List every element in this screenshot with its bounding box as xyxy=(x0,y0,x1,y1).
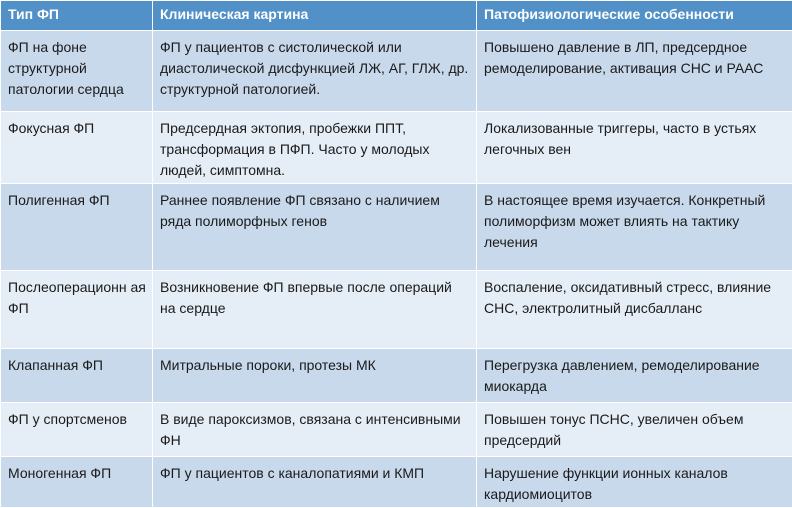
cell-pathophysiology: Локализованные триггеры, часто в устьях легочных вен xyxy=(477,112,792,184)
header-clinical-picture: Клиническая картина xyxy=(153,1,477,31)
cell-clinical-picture: ФП у пациентов с каналопатиями и КМП xyxy=(153,457,477,508)
cell-af-type: ФП на фоне структурной патологии сердца xyxy=(1,31,153,112)
cell-clinical-picture: ФП у пациентов с систолической или диастолической дисфункцией ЛЖ, АГ, ГЛЖ, др. структурной патологией. xyxy=(153,31,477,112)
cell-af-type: Фокусная ФП xyxy=(1,112,153,184)
cell-af-type: Моногенная ФП xyxy=(1,457,153,508)
cell-af-type: Полигенная ФП xyxy=(1,184,153,271)
cell-clinical-picture: Раннее появление ФП связано с наличием ряда полиморфных генов xyxy=(153,184,477,271)
table-row xyxy=(1,112,792,184)
table-row xyxy=(1,271,792,349)
table-row xyxy=(1,184,792,271)
table-row xyxy=(1,457,792,508)
header-pathophysiology: Патофизиологические особенности xyxy=(477,1,792,31)
cell-pathophysiology: В настоящее время изучается. Конкретный полиморфизм может влиять на тактику лечения xyxy=(477,184,792,271)
table-header-row xyxy=(1,1,792,31)
cell-clinical-picture: Митральные пороки, протезы МК xyxy=(153,349,477,403)
table-row xyxy=(1,31,792,112)
cell-pathophysiology: Повышен тонус ПСНС, увеличен объем предсердий xyxy=(477,403,792,457)
cell-clinical-picture: Предсердная эктопия, пробежки ППТ, трансформация в ПФП. Часто у молодых людей, симптомна. xyxy=(153,112,477,184)
cell-af-type: Клапанная ФП xyxy=(1,349,153,403)
cell-af-type: Послеоперационн ая ФП xyxy=(1,271,153,349)
cell-af-type: ФП у спортсменов xyxy=(1,403,153,457)
table-row xyxy=(1,349,792,403)
cell-pathophysiology: Нарушение функции ионных каналов кардиомиоцитов xyxy=(477,457,792,508)
cell-pathophysiology: Повышено давление в ЛП, предсердное ремоделирование, активация СНС и РААС xyxy=(477,31,792,112)
cell-pathophysiology: Воспаление, оксидативный стресс, влияние СНС, электролитный дисбалланс xyxy=(477,271,792,349)
table-row xyxy=(1,403,792,457)
header-af-type: Тип ФП xyxy=(1,1,153,31)
cell-clinical-picture: В виде пароксизмов, связана с интенсивными ФН xyxy=(153,403,477,457)
cell-pathophysiology: Перегрузка давлением, ремоделирование миокарда xyxy=(477,349,792,403)
cell-clinical-picture: Возникновение ФП впервые после операций на сердце xyxy=(153,271,477,349)
